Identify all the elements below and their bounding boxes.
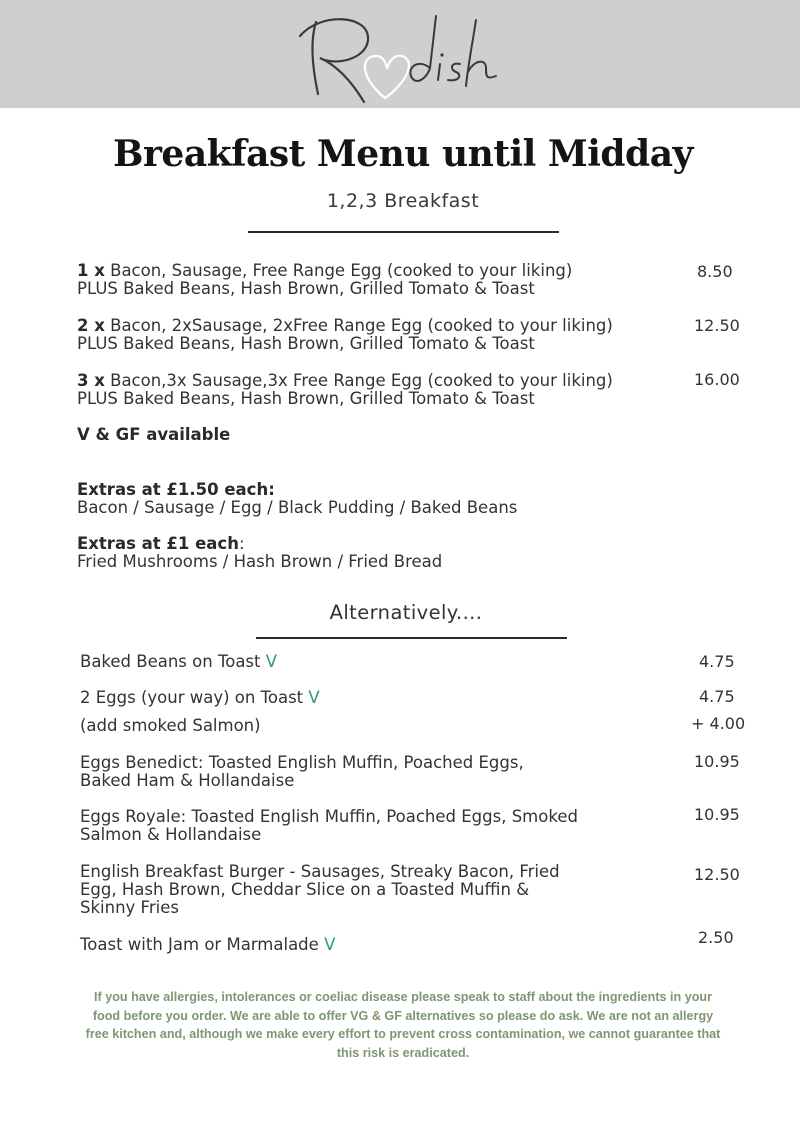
item-price: 4.75	[699, 652, 735, 671]
allergy-notice: If you have allergies, intolerances or coeliac disease please speak to staff about the ingredients in your food before you order. We are able to offer VG & GF alternatives so please do ask. We are not an allergy free kitchen and, although we make every effort to prevent cross contamination, we cannot guarantee that this risk is eradicated.	[85, 990, 721, 1060]
item-description-line2: Salmon & Hollandaise	[80, 825, 262, 844]
item-description: Eggs Benedict: Toasted English Muffin, Poached Eggs,	[80, 753, 524, 772]
item-description: 2 Eggs (your way) on Toast	[80, 688, 309, 707]
header-band	[0, 0, 800, 108]
extras-heading-text: Extras at £1 each	[77, 534, 239, 553]
availability-note: V & GF available	[77, 425, 231, 444]
item-line	[77, 317, 613, 335]
item-price: 12.50	[694, 316, 740, 335]
menu-subtitle: 1,2,3 Breakfast	[326, 190, 480, 212]
item-description: Bacon, Sausage, Free Range Egg (cooked to your liking)	[104, 261, 573, 280]
radish-logo-mark	[290, 6, 510, 106]
item-price: + 4.00	[691, 714, 746, 733]
item-description: Bacon, 2xSausage, 2xFree Range Egg (cooked to your liking)	[104, 316, 613, 335]
item-description-line2: PLUS Baked Beans, Hash Brown, Grilled Tomato & Toast	[77, 279, 535, 298]
item-quantity: 2 x	[77, 316, 105, 335]
radish-logo	[290, 6, 510, 106]
vegetarian-mark: V	[265, 652, 278, 671]
item-price: 2.50	[698, 928, 734, 947]
menu-title: Breakfast Menu until Midday	[113, 133, 693, 175]
extras-heading-text: Extras at £1.50 each:	[77, 480, 275, 499]
item-description: English Breakfast Burger - Sausages, Streaky Bacon, Fried	[80, 862, 560, 881]
item-price: 10.95	[694, 752, 740, 771]
item-description: (add smoked Salmon)	[80, 716, 261, 735]
item-description-line2: PLUS Baked Beans, Hash Brown, Grilled Tomato & Toast	[77, 389, 535, 408]
alternatives-divider	[256, 637, 567, 639]
item-description: Toast with Jam or Marmalade	[80, 935, 325, 954]
item-price: 4.75	[699, 687, 735, 706]
vegetarian-mark: V	[308, 688, 320, 707]
item-quantity: 1 x	[77, 261, 105, 280]
item-price: 10.95	[694, 805, 740, 824]
item-price: 16.00	[694, 370, 740, 389]
item-description: Eggs Royale: Toasted English Muffin, Poached Eggs, Smoked	[80, 807, 578, 826]
extras-items: Fried Mushrooms / Hash Brown / Fried Bread	[77, 552, 443, 571]
item-line	[77, 262, 572, 280]
extras-items: Bacon / Sausage / Egg / Black Pudding / Baked Beans	[77, 498, 518, 517]
item-description-line3: Skinny Fries	[80, 898, 179, 917]
item-line	[80, 936, 335, 954]
item-price: 12.50	[694, 865, 740, 884]
item-description-line2: Egg, Hash Brown, Cheddar Slice on a Toasted Muffin &	[80, 880, 530, 899]
item-description-line2: Baked Ham & Hollandaise	[80, 771, 295, 790]
item-quantity: 3 x	[77, 371, 105, 390]
extras-heading	[77, 481, 275, 499]
alternatives-heading: Alternatively....	[329, 601, 483, 624]
item-description: Baked Beans on Toast	[80, 652, 266, 671]
item-description: Bacon,3x Sausage,3x Free Range Egg (cooked to your liking)	[104, 371, 613, 390]
extras-heading	[77, 535, 245, 553]
item-line	[80, 653, 277, 671]
title-divider	[248, 231, 559, 233]
item-line	[80, 689, 320, 707]
item-line	[77, 372, 613, 390]
extras-heading-suffix: :	[238, 534, 245, 553]
item-description-line2: PLUS Baked Beans, Hash Brown, Grilled Tomato & Toast	[77, 334, 535, 353]
vegetarian-mark: V	[324, 935, 336, 954]
item-price: 8.50	[697, 262, 733, 281]
